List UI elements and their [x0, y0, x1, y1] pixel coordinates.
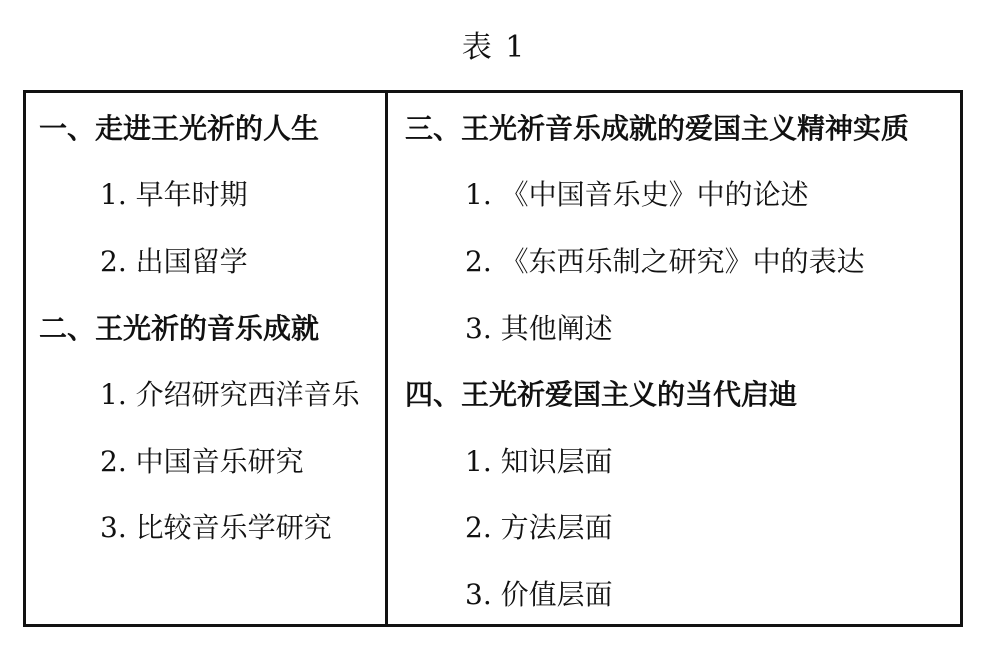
section-heading-2: 二、王光祈的音乐成就: [39, 312, 320, 345]
subsection-item: 1. 早年时期: [100, 178, 248, 211]
section-heading-1: 一、走进王光祈的人生: [39, 112, 320, 145]
subsection-item: 2. 出国留学: [100, 245, 248, 278]
outline-table: [23, 90, 963, 627]
subsection-item: 3. 价值层面: [465, 578, 613, 611]
subsection-item: 2. 方法层面: [465, 511, 613, 544]
subsection-item: 1. 介绍研究西洋音乐: [100, 378, 360, 411]
right-column: [388, 93, 960, 624]
subsection-item: 2. 中国音乐研究: [100, 445, 304, 478]
subsection-item: 3. 其他阐述: [465, 312, 613, 345]
section-heading-3: 三、王光祈音乐成就的爱国主义精神实质: [405, 112, 910, 145]
subsection-item: 1. 《中国音乐史》中的论述: [465, 178, 809, 211]
left-column: [26, 93, 388, 624]
subsection-item: 2. 《东西乐制之研究》中的表达: [465, 245, 865, 278]
subsection-item: 3. 比较音乐学研究: [100, 511, 332, 544]
table-caption: 表 1: [461, 30, 527, 65]
section-heading-4: 四、王光祈爱国主义的当代启迪: [405, 378, 798, 411]
subsection-item: 1. 知识层面: [465, 445, 613, 478]
